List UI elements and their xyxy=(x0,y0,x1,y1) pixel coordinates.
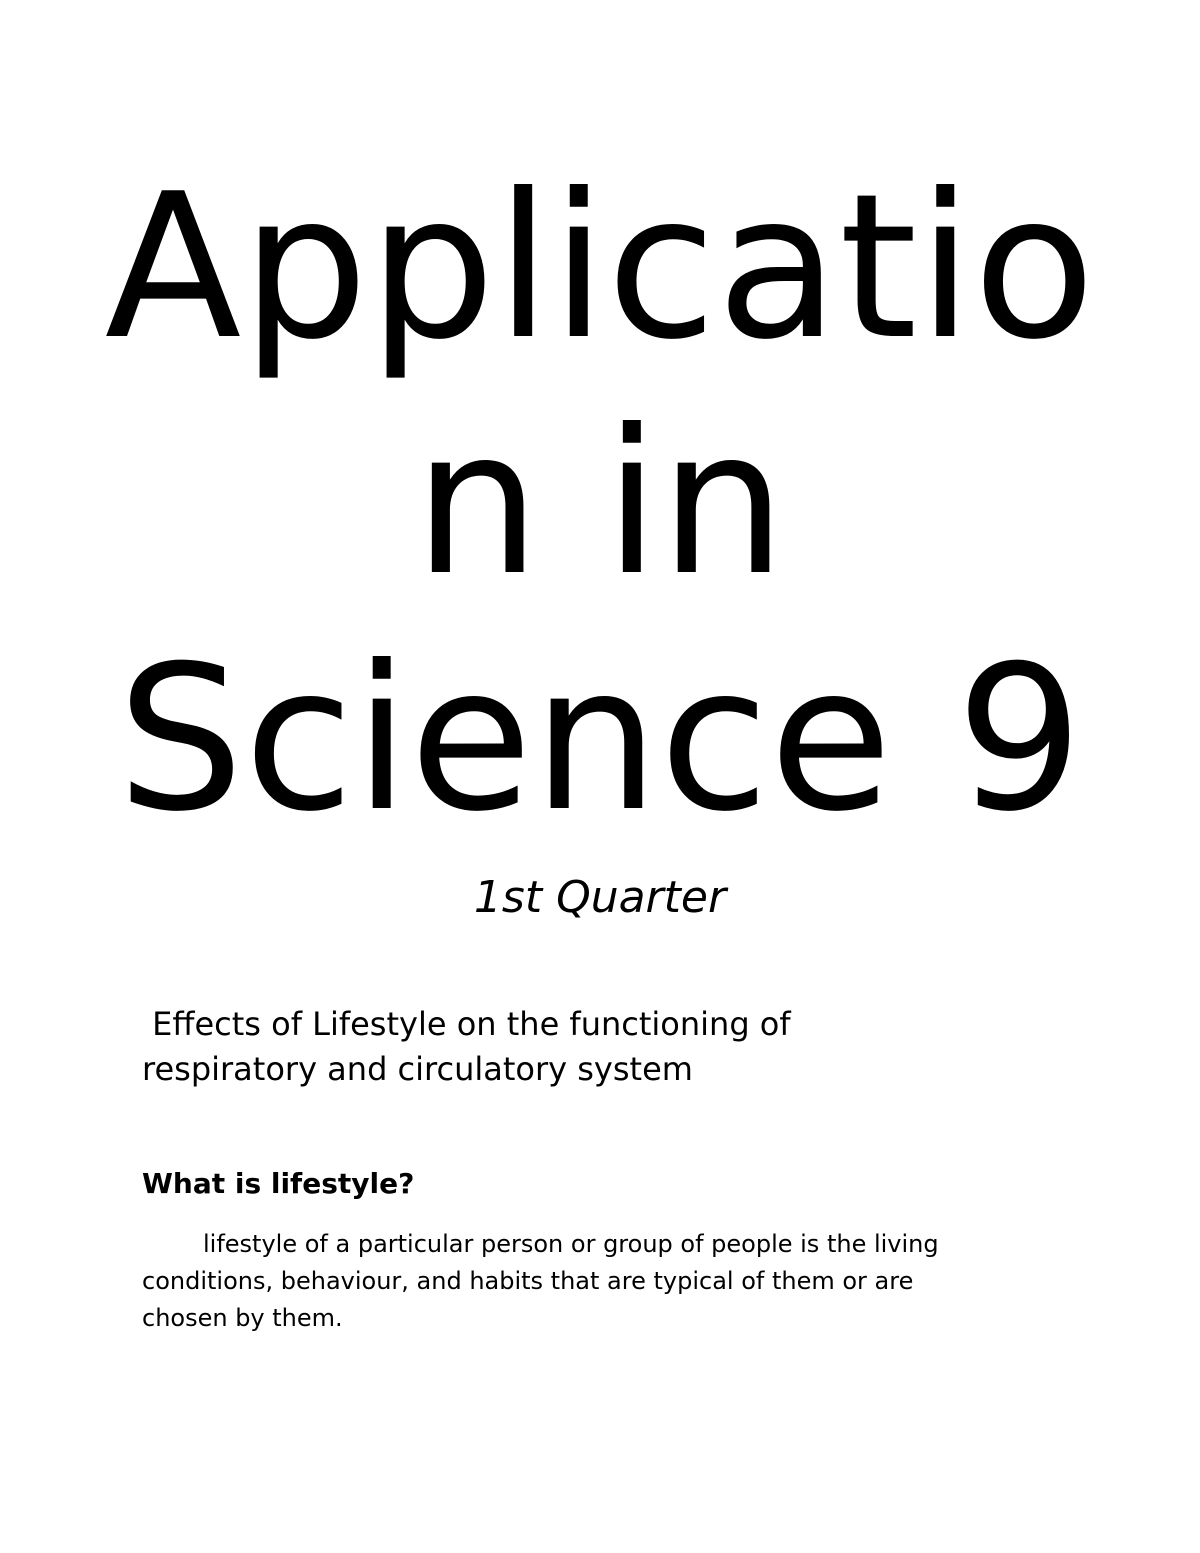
section-heading: What is lifestyle? xyxy=(142,1167,415,1200)
topic-line: respiratory and circulatory system xyxy=(142,1050,693,1088)
title-line: n in xyxy=(413,387,787,620)
definition-line: conditions, behaviour, and habits that are typical of them or are xyxy=(142,1267,914,1295)
definition-paragraph xyxy=(142,1226,1062,1337)
definition-line: chosen by them. xyxy=(142,1304,343,1332)
title-line: Science 9 xyxy=(116,623,1084,856)
topic-line: Effects of Lifestyle on the functioning of xyxy=(142,1005,791,1043)
quarter-subtitle: 1st Quarter xyxy=(473,872,727,923)
topic-text xyxy=(142,1002,1042,1092)
title-line: Applicatio xyxy=(104,151,1096,384)
document-title xyxy=(100,150,1100,858)
definition-line: lifestyle of a particular person or group of people is the living xyxy=(203,1230,939,1258)
